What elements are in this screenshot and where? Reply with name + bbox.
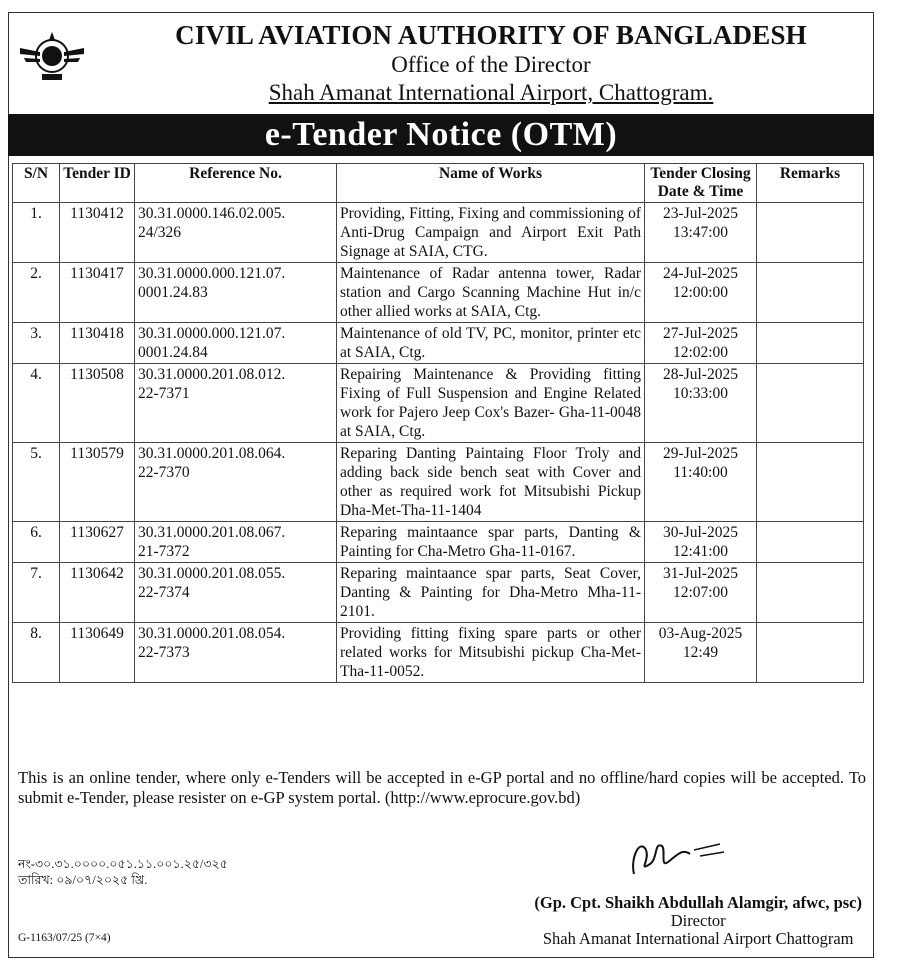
reference-line-2: 22-7370 <box>138 464 190 481</box>
closing-time: 11:40:00 <box>673 464 728 481</box>
cell-tender-id: 1130508 <box>60 364 135 443</box>
reference-line-2: 22-7373 <box>138 644 190 661</box>
closing-date: 31-Jul-2025 <box>663 565 738 582</box>
org-title: CIVIL AVIATION AUTHORITY OF BANGLADESH <box>175 20 807 50</box>
cell-reference <box>135 203 337 263</box>
cell-name-of-works: Reparing maintaance spar parts, Danting & Painting for Cha-Metro Gha-11-0167. <box>337 522 645 563</box>
reference-line-1: 30.31.0000.146.02.005. <box>138 205 286 222</box>
table-row <box>13 623 864 683</box>
cell-sn: 7. <box>13 563 60 623</box>
cell-remarks <box>757 203 864 263</box>
table-header-row <box>13 164 864 203</box>
table-row <box>13 323 864 364</box>
cell-reference <box>135 522 337 563</box>
cell-tender-id: 1130418 <box>60 323 135 364</box>
cell-name-of-works: Reparing maintaance spar parts, Seat Cover, Danting & Painting for Dha-Metro Mha-11-2101. <box>337 563 645 623</box>
table-row <box>13 263 864 323</box>
table-row <box>13 443 864 522</box>
header-sn: S/N <box>13 164 60 203</box>
cell-remarks <box>757 443 864 522</box>
cell-remarks <box>757 364 864 443</box>
cell-sn: 2. <box>13 263 60 323</box>
reference-line-1: 30.31.0000.201.08.054. <box>138 625 286 642</box>
cell-reference <box>135 323 337 364</box>
table-row <box>13 364 864 443</box>
memo-number: নং-৩০.৩১.০০০০.০৫১.১১.০০১.২৫/৩২৫ <box>18 857 228 871</box>
cell-reference <box>135 443 337 522</box>
header-reference: Reference No. <box>135 164 337 203</box>
cell-sn: 4. <box>13 364 60 443</box>
cell-name-of-works: Repairing Maintenance & Providing fitting Fixing of Full Suspension and Engine Related work for Pajero Jeep Cox's Bazer- Gha-11-0048 at SAIA, Ctg. <box>337 364 645 443</box>
tender-table <box>12 163 864 683</box>
closing-time: 12:41:00 <box>672 543 729 560</box>
cell-remarks <box>757 623 864 683</box>
cell-tender-id: 1130412 <box>60 203 135 263</box>
airport-name: Shah Amanat International Airport, Chattogram. <box>268 80 714 105</box>
table-row <box>13 522 864 563</box>
cell-name-of-works: Maintenance of Radar antenna tower, Radar station and Cargo Scanning Machine Hut in/c other allied works at SAIA, Ctg. <box>337 263 645 323</box>
closing-time: 12:49 <box>682 644 719 661</box>
header-closing-date: Tender Closing Date & Time <box>645 164 757 203</box>
reference-line-1: 30.31.0000.201.08.055. <box>138 565 286 582</box>
closing-time: 13:47:00 <box>672 224 729 241</box>
cell-remarks <box>757 522 864 563</box>
header-remarks: Remarks <box>757 164 864 203</box>
footer-code: G-1163/07/25 (7×4) <box>18 932 111 944</box>
closing-time: 10:33:00 <box>672 385 729 402</box>
closing-date: 27-Jul-2025 <box>663 325 738 342</box>
cell-tender-id: 1130649 <box>60 623 135 683</box>
cell-name-of-works: Providing fitting fixing spare parts or other related works for Mitsubishi pickup Cha-Met-Tha-11-0052. <box>337 623 645 683</box>
header-name-of-works: Name of Works <box>337 164 645 203</box>
closing-date: 30-Jul-2025 <box>663 524 738 541</box>
handwritten-signature-icon <box>620 828 740 888</box>
reference-line-2: 0001.24.84 <box>138 344 208 361</box>
closing-date: 24-Jul-2025 <box>663 265 738 282</box>
cell-closing <box>645 623 757 683</box>
reference-line-1: 30.31.0000.000.121.07. <box>138 325 286 342</box>
cell-closing <box>645 522 757 563</box>
header-tender-id: Tender ID <box>60 164 135 203</box>
reference-line-1: 30.31.0000.201.08.064. <box>138 445 286 462</box>
table-row <box>13 563 864 623</box>
closing-time: 12:02:00 <box>672 344 729 361</box>
cell-closing <box>645 563 757 623</box>
signature-block <box>534 894 862 948</box>
cell-name-of-works: Reparing Danting Paintaing Floor Troly and adding back side bench seat with Cover and other as required work fot Mitsubishi Pickup Dha-Met-Tha-11-1404 <box>337 443 645 522</box>
cell-reference <box>135 563 337 623</box>
cell-sn: 3. <box>13 323 60 364</box>
cell-name-of-works: Providing, Fitting, Fixing and commissioning of Anti-Drug Campaign and Airport Exit Path Signage at SAIA, CTG. <box>337 203 645 263</box>
reference-line-2: 0001.24.83 <box>138 284 208 301</box>
cell-sn: 6. <box>13 522 60 563</box>
signatory-title: Director <box>670 911 726 930</box>
cell-remarks <box>757 563 864 623</box>
cell-name-of-works: Maintenance of old TV, PC, monitor, printer etc at SAIA, Ctg. <box>337 323 645 364</box>
table-row <box>13 203 864 263</box>
cell-tender-id: 1130642 <box>60 563 135 623</box>
cell-sn: 5. <box>13 443 60 522</box>
reference-line-2: 21-7372 <box>138 543 190 560</box>
cell-tender-id: 1130417 <box>60 263 135 323</box>
signatory-name: (Gp. Cpt. Shaikh Abdullah Alamgir, afwc, psc) <box>534 893 862 912</box>
reference-line-2: 24/326 <box>138 224 182 241</box>
reference-line-2: 22-7371 <box>138 385 190 402</box>
cell-reference <box>135 364 337 443</box>
online-tender-note: This is an online tender, where only e-Tenders will be accepted in e-GP portal and no offline/hard copies will be accepted. To submit e-Tender, please resister on e-GP system portal. (http://www.eprocure.gov.bd) <box>18 768 866 807</box>
reference-line-2: 22-7374 <box>138 584 190 601</box>
cell-remarks <box>757 263 864 323</box>
closing-time: 12:00:00 <box>672 284 729 301</box>
cell-reference <box>135 623 337 683</box>
cell-remarks <box>757 323 864 364</box>
office-name: Office of the Director <box>391 52 591 77</box>
cell-closing <box>645 263 757 323</box>
reference-line-1: 30.31.0000.201.08.067. <box>138 524 286 541</box>
cell-tender-id: 1130579 <box>60 443 135 522</box>
cell-sn: 8. <box>13 623 60 683</box>
closing-time: 12:07:00 <box>672 584 729 601</box>
reference-line-1: 30.31.0000.000.121.07. <box>138 265 286 282</box>
cell-sn: 1. <box>13 203 60 263</box>
memo-date: তারিখ: ০৯/০৭/২০২৫ খ্রি. <box>18 873 148 887</box>
reference-line-1: 30.31.0000.201.08.012. <box>138 366 286 383</box>
closing-date: 28-Jul-2025 <box>663 366 738 383</box>
closing-date: 29-Jul-2025 <box>663 445 738 462</box>
cell-tender-id: 1130627 <box>60 522 135 563</box>
signatory-place: Shah Amanat International Airport Chattogram <box>542 929 854 948</box>
notice-banner: e-Tender Notice (OTM) <box>8 114 874 156</box>
cell-closing <box>645 443 757 522</box>
closing-date: 23-Jul-2025 <box>663 205 738 222</box>
cell-reference <box>135 263 337 323</box>
cell-closing <box>645 364 757 443</box>
cell-closing <box>645 203 757 263</box>
closing-date: 03-Aug-2025 <box>658 625 743 642</box>
cell-closing <box>645 323 757 364</box>
